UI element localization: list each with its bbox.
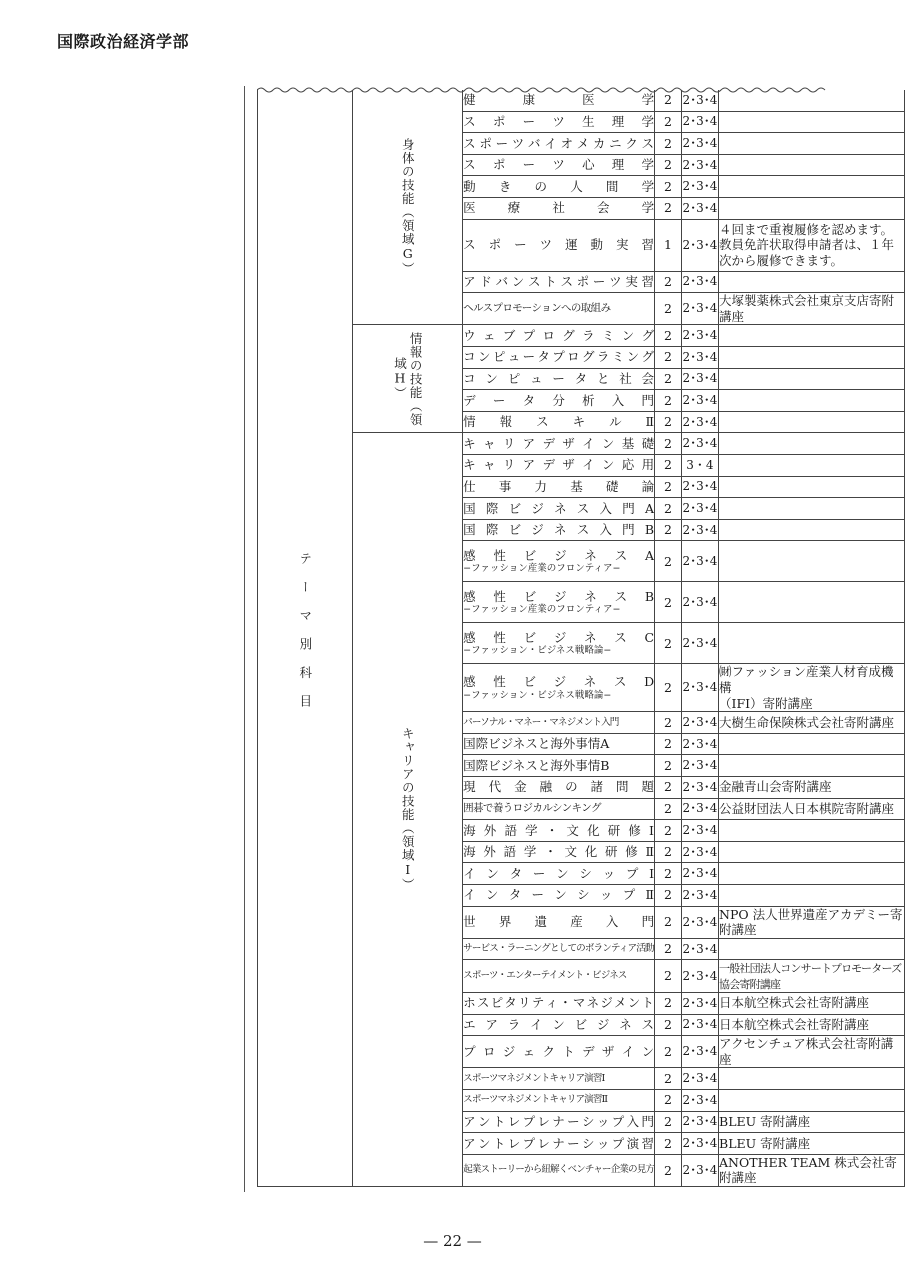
course-credits: 2: [655, 476, 682, 498]
course-note: [719, 841, 905, 863]
course-credits: 2: [655, 777, 682, 799]
course-note: [719, 755, 905, 777]
course-name: デ ー タ 分 析 入 門: [463, 392, 655, 408]
course-name-cell: [463, 454, 655, 476]
course-years: 2･3･4: [681, 582, 718, 623]
course-credits: 2: [655, 992, 682, 1014]
course-name-cell: [463, 390, 655, 412]
page-number: — 22 —: [423, 1232, 482, 1250]
course-note-text: ４回まで重複履修を認めます。 教員免許状取得申請者は、１年次から履修できます。: [719, 221, 895, 268]
course-credits: 2: [655, 733, 682, 755]
course-credits: 2: [655, 664, 682, 712]
course-years: 2･3･4: [681, 347, 718, 369]
course-name-cell: [463, 90, 655, 111]
course-name: キ ャ リ ア デ ザ イ ン 応 用: [463, 457, 655, 473]
course-name: エ ア ラ イ ン ビ ジ ネ ス: [463, 1016, 655, 1032]
course-years: 2･3･4: [681, 755, 718, 777]
course-years: 2･3･4: [681, 433, 718, 455]
area-text: 身体の技能（領域G）: [400, 138, 416, 276]
course-name: 感 性 ビ ジ ネ ス A: [463, 547, 655, 563]
course-note: [719, 325, 905, 347]
course-note: [719, 1154, 905, 1186]
course-note: [719, 906, 905, 938]
course-years: 2･3･4: [681, 498, 718, 520]
course-name-cell: [463, 798, 655, 820]
course-name-cell: [463, 664, 655, 712]
area-label: [352, 325, 462, 433]
course-name-cell: [463, 712, 655, 734]
course-note: [719, 390, 905, 412]
course-note: [719, 623, 905, 664]
course-note: [719, 111, 905, 133]
course-years: 2･3･4: [681, 90, 718, 111]
course-name-cell: [463, 176, 655, 198]
course-subtitle: −ファッション産業のフロンティア−: [463, 563, 621, 575]
course-name-cell: [463, 1036, 655, 1068]
course-credits: 2: [655, 197, 682, 219]
course-credits: 2: [655, 541, 682, 582]
course-subtitle: −ファッション・ビジネス戦略論−: [463, 645, 612, 657]
course-note: [719, 271, 905, 293]
course-credits: 2: [655, 1068, 682, 1090]
course-credits: 2: [655, 519, 682, 541]
course-name-cell: [463, 347, 655, 369]
course-credits: 2: [655, 623, 682, 664]
course-credits: 2: [655, 176, 682, 198]
course-credits: 2: [655, 454, 682, 476]
course-name-cell: [463, 623, 655, 664]
area-label: [352, 433, 462, 1187]
course-years: 2･3･4: [681, 1068, 718, 1090]
course-name-cell: [463, 582, 655, 623]
course-name-cell: [463, 111, 655, 133]
course-years: 2･3･4: [681, 1014, 718, 1036]
course-years: 2･3･4: [681, 798, 718, 820]
course-credits: 2: [655, 411, 682, 433]
course-name-cell: [463, 498, 655, 520]
course-years: 2･3･4: [681, 133, 718, 155]
course-credits: 2: [655, 368, 682, 390]
course-years: 2･3･4: [681, 712, 718, 734]
course-name: キ ャ リ ア デ ザ イ ン 基 礎: [463, 435, 655, 451]
course-row: [258, 433, 905, 455]
course-years: 2･3･4: [681, 960, 718, 993]
course-years: 2･3･4: [681, 519, 718, 541]
course-note-text: アクセンチュア株式会社寄附講座: [719, 1036, 894, 1067]
course-note: [719, 519, 905, 541]
course-years: 2･3･4: [681, 154, 718, 176]
course-name: 国 際 ビ ジ ネ ス 入 門 A: [463, 500, 655, 516]
course-note: [719, 960, 905, 993]
course-name-cell: [463, 1111, 655, 1133]
course-name-cell: [463, 1014, 655, 1036]
course-name-cell: [463, 541, 655, 582]
course-years: 2･3･4: [681, 863, 718, 885]
course-note-text: NPO 法人世界遺産アカデミー寄附講座: [719, 906, 903, 938]
course-name-cell: [463, 1154, 655, 1186]
course-name: コ ン ピ ュ ー タ プ ロ グ ラ ミ ン グ: [463, 349, 654, 365]
faculty-title: 国際政治経済学部: [57, 32, 190, 51]
course-years: 2･3･4: [681, 176, 718, 198]
course-name: 世 界 遺 産 入 門: [463, 914, 655, 930]
course-name-cell: [463, 841, 655, 863]
course-name-cell: [463, 884, 655, 906]
course-name: スポーツマネジメントキャリア演習Ⅱ: [463, 1094, 608, 1106]
course-row: [258, 325, 905, 347]
course-name-cell: [463, 133, 655, 155]
course-name-cell: [463, 368, 655, 390]
course-name: パーソナル・マネー・マネジメント入門: [463, 716, 619, 728]
course-name: ス ポ ー ツ 生 理 学: [463, 114, 655, 130]
course-years: 2･3･4: [681, 541, 718, 582]
course-name-cell: [463, 293, 655, 325]
course-years: 2･3･4: [681, 197, 718, 219]
course-name: 動 き の 人 間 学: [463, 178, 655, 194]
course-name-cell: [463, 938, 655, 960]
course-note: [719, 820, 905, 842]
course-credits: 2: [655, 1133, 682, 1155]
course-years: 2･3･4: [681, 368, 718, 390]
course-years: 2･3･4: [681, 906, 718, 938]
course-years: 2･3･4: [681, 777, 718, 799]
course-name: 現 代 金 融 の 諸 問 題: [463, 779, 655, 795]
course-note: [719, 347, 905, 369]
course-years: 2･3･4: [681, 293, 718, 325]
course-name: イ ン タ ー ン シ ッ プ Ⅱ: [463, 887, 654, 903]
course-name-cell: [463, 960, 655, 993]
course-credits: 2: [655, 1014, 682, 1036]
course-years: 3・4: [681, 454, 718, 476]
course-years: 2･3･4: [681, 219, 718, 271]
course-name-cell: [463, 1068, 655, 1090]
course-name: ス ポ ー ツ バ イ オ メ カ ニ ク ス: [463, 135, 655, 151]
course-name: ウ ェ ブ プ ロ グ ラ ミ ン グ: [463, 327, 655, 343]
course-name: ス ポ ー ツ 運 動 実 習: [463, 237, 655, 253]
course-name: 囲碁で養うロジカルシンキング: [463, 802, 601, 815]
course-name-cell: [463, 271, 655, 293]
course-note: [719, 798, 905, 820]
course-note: [719, 664, 905, 712]
course-credits: 2: [655, 960, 682, 993]
course-name: ア ン ト レ プ レ ナ ー シ ッ プ 演 習: [463, 1135, 654, 1151]
course-row: [258, 90, 905, 111]
course-name-cell: [463, 777, 655, 799]
course-note: [719, 1133, 905, 1155]
course-note: [719, 712, 905, 734]
course-name: 仕 事 力 基 礎 論: [463, 479, 655, 495]
category-text: テーマ別科目: [297, 552, 313, 724]
area-text: キャリアの技能（領域I）: [400, 727, 416, 892]
course-name: ス ポ ー ツ 心 理 学: [463, 157, 655, 173]
course-name-cell: [463, 219, 655, 271]
course-years: 2･3･4: [681, 992, 718, 1014]
course-credits: 2: [655, 1154, 682, 1186]
course-note: [719, 90, 905, 111]
course-subtitle: −ファッション・ビジネス戦略論−: [463, 689, 612, 701]
course-name-cell: [463, 476, 655, 498]
course-name: スポーツマネジメントキャリア演習Ⅰ: [463, 1072, 605, 1084]
course-note: [719, 476, 905, 498]
course-name: ヘルスプロモーションへの取組み: [463, 302, 611, 315]
course-credits: 2: [655, 293, 682, 325]
course-note: [719, 433, 905, 455]
course-years: 2･3･4: [681, 841, 718, 863]
course-note: [719, 938, 905, 960]
course-years: 2･3･4: [681, 325, 718, 347]
course-credits: 2: [655, 906, 682, 938]
course-note-text: 一般社団法人コンサートプロモーターズ協会寄附講座: [719, 962, 902, 992]
course-years: 2･3･4: [681, 1036, 718, 1068]
course-note: [719, 1089, 905, 1111]
margin-rule: [244, 86, 245, 1192]
course-note: [719, 454, 905, 476]
category-label: [258, 90, 353, 1186]
course-years: 2･3･4: [681, 1089, 718, 1111]
course-name: 海 外 語 学 ・ 文 化 研 修 Ⅱ: [463, 844, 655, 860]
course-credits: 2: [655, 133, 682, 155]
course-note: [719, 176, 905, 198]
course-years: 2･3･4: [681, 938, 718, 960]
course-credits: 2: [655, 798, 682, 820]
course-name-cell: [463, 433, 655, 455]
course-years: 2･3･4: [681, 664, 718, 712]
course-name: プ ロ ジ ェ ク ト デ ザ イ ン: [463, 1043, 655, 1059]
course-name: ホ ス ピ タ リ テ ィ ・ マ ネ ジ メ ン ト: [463, 995, 654, 1011]
course-note: [719, 133, 905, 155]
course-note: [719, 992, 905, 1014]
course-name: スポーツ・エンターテイメント・ビジネス: [463, 970, 627, 982]
course-note: [719, 1111, 905, 1133]
course-table: [257, 90, 905, 1187]
course-note: [719, 541, 905, 582]
course-name: ア ン ト レ プ レ ナ ー シ ッ プ 入 門: [463, 1114, 654, 1130]
course-name: 海 外 語 学 ・ 文 化 研 修 Ⅰ: [463, 822, 654, 838]
course-note-text: BLEU 寄附講座: [719, 1135, 811, 1151]
area-label: [352, 90, 462, 325]
course-credits: 2: [655, 841, 682, 863]
course-years: 2･3･4: [681, 820, 718, 842]
course-years: 2･3･4: [681, 111, 718, 133]
course-note: [719, 863, 905, 885]
course-name: 国際ビジネスと海外事情B: [463, 757, 610, 773]
course-years: 2･3･4: [681, 1111, 718, 1133]
course-credits: 2: [655, 863, 682, 885]
course-name-cell: [463, 1133, 655, 1155]
course-name: 感 性 ビ ジ ネ ス B: [463, 588, 655, 604]
course-name-cell: [463, 519, 655, 541]
course-name: 国際ビジネスと海外事情A: [463, 736, 610, 752]
course-note: [719, 368, 905, 390]
course-name-cell: [463, 906, 655, 938]
course-name: 情 報 ス キ ル Ⅱ: [463, 414, 655, 430]
course-name: ア ド バ ン ス ト ス ポ ー ツ 実 習: [463, 274, 655, 290]
course-note: [719, 197, 905, 219]
course-note: [719, 582, 905, 623]
course-credits: 2: [655, 111, 682, 133]
course-years: 2･3･4: [681, 1154, 718, 1186]
course-note: [719, 1036, 905, 1068]
course-years: 2･3･4: [681, 390, 718, 412]
course-note: [719, 884, 905, 906]
course-name: 医 療 社 会 学: [463, 200, 655, 216]
course-note: [719, 154, 905, 176]
course-credits: 2: [655, 1111, 682, 1133]
course-note: [719, 1068, 905, 1090]
course-years: 2･3･4: [681, 733, 718, 755]
course-credits: 2: [655, 938, 682, 960]
course-note-text: BLEU 寄附講座: [719, 1114, 811, 1130]
course-credits: 2: [655, 1089, 682, 1111]
course-name-cell: [463, 820, 655, 842]
course-credits: 2: [655, 325, 682, 347]
course-years: 2･3･4: [681, 476, 718, 498]
course-credits: 2: [655, 1036, 682, 1068]
course-name: コ ン ピ ュ ー タ と 社 会: [463, 371, 655, 387]
course-years: 2･3･4: [681, 271, 718, 293]
course-years: 2･3･4: [681, 411, 718, 433]
course-note-text: ㈶ファッション産業人材育成機構 （IFI）寄附講座: [719, 664, 894, 711]
course-note-text: 日本航空株式会社寄附講座: [719, 995, 870, 1011]
course-name: 国 際 ビ ジ ネ ス 入 門 B: [463, 522, 655, 538]
course-name-cell: [463, 154, 655, 176]
course-note: [719, 777, 905, 799]
course-name-cell: [463, 863, 655, 885]
course-note-text: 公益財団法人日本棋院寄附講座: [719, 801, 895, 817]
course-note: [719, 411, 905, 433]
course-years: 2･3･4: [681, 1133, 718, 1155]
course-note-text: 大塚製薬株式会社東京支店寄附講座: [719, 293, 895, 324]
course-credits: 2: [655, 582, 682, 623]
area-text: 情報の技能（領域H）: [392, 331, 424, 427]
course-credits: 2: [655, 271, 682, 293]
course-name: サービス・ラーニングとしてのボランティア活動: [463, 943, 654, 955]
course-credits: 2: [655, 390, 682, 412]
course-name-cell: [463, 197, 655, 219]
course-note: [719, 219, 905, 271]
course-name-cell: [463, 755, 655, 777]
course-name-cell: [463, 1089, 655, 1111]
course-credits: 2: [655, 347, 682, 369]
course-years: 2･3･4: [681, 884, 718, 906]
course-credits: 2: [655, 433, 682, 455]
course-credits: 1: [655, 219, 682, 271]
course-note: [719, 1014, 905, 1036]
course-name: 感 性 ビ ジ ネ ス C: [463, 629, 655, 645]
course-name-cell: [463, 992, 655, 1014]
course-note: [719, 498, 905, 520]
course-years: 2･3･4: [681, 623, 718, 664]
course-credits: 2: [655, 755, 682, 777]
course-name-cell: [463, 733, 655, 755]
course-credits: 2: [655, 154, 682, 176]
course-note: [719, 293, 905, 325]
course-name: 健 康 医 学: [463, 92, 655, 108]
course-name: 感 性 ビ ジ ネ ス D: [463, 674, 655, 690]
course-credits: 2: [655, 90, 682, 111]
course-table-body: [258, 90, 905, 1186]
course-subtitle: −ファッション産業のフロンティア−: [463, 604, 621, 616]
course-note-text: 大樹生命保険株式会社寄附講座: [719, 714, 895, 730]
course-credits: 2: [655, 498, 682, 520]
course-credits: 2: [655, 712, 682, 734]
course-note: [719, 733, 905, 755]
course-note-text: 金融青山会寄附講座: [719, 779, 832, 795]
course-note-text: 日本航空株式会社寄附講座: [719, 1016, 870, 1032]
course-name: イ ン タ ー ン シ ッ プ Ⅰ: [463, 865, 655, 881]
course-name-cell: [463, 411, 655, 433]
course-credits: 2: [655, 884, 682, 906]
course-credits: 2: [655, 820, 682, 842]
course-name-cell: [463, 325, 655, 347]
course-note-text: ANOTHER TEAM 株式会社寄附講座: [719, 1154, 897, 1186]
course-name: 起業ストーリーから紐解くベンチャー企業の見方: [463, 1164, 655, 1176]
